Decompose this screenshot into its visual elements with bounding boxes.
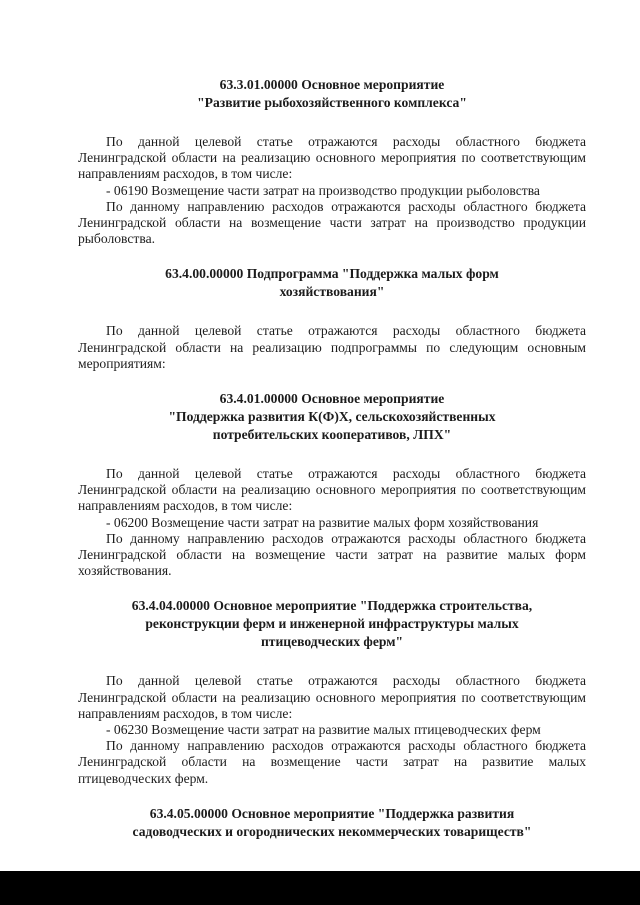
scan-bottom-border [0, 871, 640, 905]
section-detail: По данному направлению расходов отражаются расходы областного бюджета Ленинградской области на возмещение части затрат на развитие малых форм хозяйствования. [78, 530, 586, 579]
section-heading-63-4-01 [78, 390, 586, 444]
heading-line: 63.4.05.00000 Основное мероприятие "Поддержка развития [149, 805, 515, 821]
heading-line: потребительских кооперативов, ЛПХ" [212, 427, 452, 443]
section-heading-63-4-04 [78, 597, 586, 651]
heading-line: 63.4.04.00000 Основное мероприятие "Поддержка строительства, [131, 598, 533, 614]
section-heading-63-4-00 [78, 265, 586, 301]
expense-item-06230: - 06230 Возмещение части затрат на развитие малых птицеводческих ферм [106, 722, 541, 738]
section-heading-63-4-05 [78, 805, 586, 841]
document-page [78, 76, 586, 841]
section-heading-63-3-01 [78, 76, 586, 112]
heading-line: птицеводческих ферм" [260, 634, 404, 650]
heading-line: 63.3.01.00000 Основное мероприятие [219, 77, 445, 92]
heading-line: "Поддержка развития К(Ф)Х, сельскохозяйственных [168, 409, 496, 425]
heading-line: реконструкции ферм и инженерной инфраструктуры малых [145, 616, 519, 632]
section-intro: По данной целевой статье отражаются расходы областного бюджета Ленинградской области на реализацию подпрограммы по следующим основным мероприятиям: [78, 323, 586, 371]
section-intro: По данной целевой статье отражаются расходы областного бюджета Ленинградской области на реализацию основного мероприятия по соответствующим направлениям расходов, в том числе: [78, 673, 586, 721]
heading-line: садоводческих и огороднических некоммерческих товариществ" [132, 823, 532, 839]
heading-line: "Развитие рыбохозяйственного комплекса" [197, 95, 467, 110]
heading-line: хозяйствования" [279, 284, 385, 300]
section-detail: По данному направлению расходов отражаются расходы областного бюджета Ленинградской области на возмещение части затрат на развитие малых птицеводческих ферм. [78, 738, 586, 786]
expense-item-06190: - 06190 Возмещение части затрат на производство продукции рыболовства [106, 182, 540, 198]
heading-line: 63.4.01.00000 Основное мероприятие [219, 391, 445, 407]
heading-line: 63.4.00.00000 Подпрограмма "Поддержка малых форм [165, 266, 499, 282]
section-intro: По данной целевой статье отражаются расходы областного бюджета Ленинградской области на реализацию основного мероприятия по соответствующим направлениям расходов, в том числе: [78, 466, 586, 514]
section-intro: По данной целевой статье отражаются расходы областного бюджета Ленинградской области на реализацию основного мероприятия по соответствующим направлениям расходов, в том числе: [78, 134, 586, 182]
expense-item-06200: - 06200 Возмещение части затрат на развитие малых форм хозяйствования [106, 514, 539, 530]
section-detail: По данному направлению расходов отражаются расходы областного бюджета Ленинградской области на возмещение части затрат на производство продукции рыболовства. [78, 198, 586, 247]
